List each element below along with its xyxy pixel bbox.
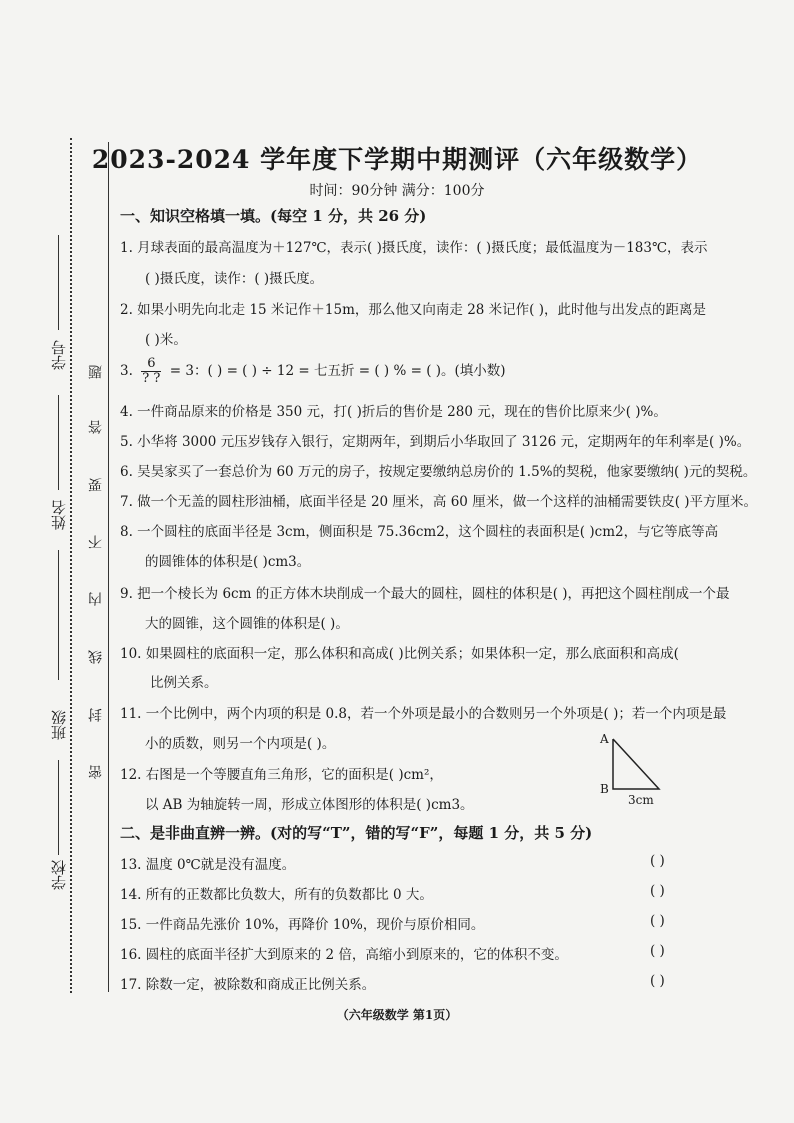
tf-answer-blank: ( ) <box>650 853 665 869</box>
label-xuexiao: 学校 <box>50 860 68 890</box>
label-xuehao: 学号 <box>50 340 68 370</box>
question-6: 6. 吴昊家买了一套总价为 60 万元的房子，按规定要缴纳总房价的 1.5%的契税，他家要缴纳( )元的契税。 <box>120 464 757 480</box>
section-2-heading: 二、是非曲直辨一辨。(对的写“T”，错的写“F”，每题 1 分，共 5 分) <box>120 824 593 842</box>
question-1: 1. 月球表面的最高温度为＋127℃，表示( )摄氏度，读作：( )摄氏度；最低温度为－183℃，表示 <box>120 240 708 256</box>
seal-char: 封 <box>88 708 104 722</box>
tf-question: 16. 圆柱的底面半径扩大到原来的 2 倍，高缩小到原来的，它的体积不变。 <box>120 947 568 963</box>
question-7: 7. 做一个无盖的圆柱形油桶，底面半径是 20 厘米，高 60 厘米，做一个这样的油桶需要铁皮( )平方厘米。 <box>120 494 758 510</box>
tf-answer-blank: ( ) <box>650 913 665 929</box>
banji-underline <box>58 760 59 855</box>
question-10: 10. 如果圆柱的底面积一定，那么体积和高成( )比例关系；如果体积一定，那么底面积和高成( <box>120 646 679 662</box>
question-11-cont: 小的质数，则另一个内项是( )。 <box>145 736 336 752</box>
xingming-underline <box>58 550 59 680</box>
exam-info: 时间：90分钟 满分：100分 <box>309 183 485 199</box>
question-8-cont: 的圆锥体的体积是( )cm3。 <box>145 554 311 570</box>
seal-char: 线 <box>88 650 104 664</box>
question-5: 5. 小华将 3000 元压岁钱存入银行，定期两年，到期后小华取回了 3126 元，定期两年的年利率是( )%。 <box>120 434 751 450</box>
triangle-label-b: B <box>600 782 609 796</box>
tf-question: 17. 除数一定，被除数和商成正比例关系。 <box>120 977 376 993</box>
fraction-denominator: ? ? <box>142 371 161 386</box>
seal-char: 不 <box>88 535 104 549</box>
question-12-cont: 以 AB 为轴旋转一周，形成立体图形的体积是( )cm3。 <box>145 797 474 813</box>
question-1-cont: ( )摄氏度，读作：( )摄氏度。 <box>145 271 324 287</box>
triangle-base-length: 3cm <box>628 793 654 807</box>
label-xingming: 姓名 <box>50 500 68 530</box>
question-12: 12. 右图是一个等腰直角三角形，它的面积是( )cm²， <box>120 767 443 783</box>
tf-answer-blank: ( ) <box>650 883 665 899</box>
question-8: 8. 一个圆柱的底面半径是 3cm，侧面积是 75.36cm2，这个圆柱的表面积是( )cm2，与它等底等高 <box>120 524 719 540</box>
triangle-label-a: A <box>600 732 609 746</box>
question-11: 11. 一个比例中，两个内项的积是 0.8，若一个外项是最小的合数则另一个外项是( )；若一个内项是最 <box>120 706 727 722</box>
question-4: 4. 一件商品原来的价格是 350 元，打( )折后的售价是 280 元，现在的售价比原来少( )%。 <box>120 404 667 420</box>
binding-dotted-line <box>70 138 72 993</box>
seal-char: 密 <box>88 765 104 779</box>
page-title: 2023-2024 学年度下学期中期测评（六年级数学） <box>91 145 703 174</box>
seal-char: 内 <box>88 592 104 606</box>
triangle-figure <box>605 735 665 795</box>
question-2: 2. 如果小明先向北走 15 米记作＋15m，那么他又向南走 28 米记作( )，此时他与出发点的距离是 <box>120 302 706 318</box>
tf-answer-blank: ( ) <box>650 973 665 989</box>
triangle-shape <box>613 739 659 789</box>
fraction-numerator: 6 <box>141 357 161 372</box>
page-footer: （六年级数学 第1页） <box>336 1008 458 1022</box>
tf-question: 14. 所有的正数都比负数大，所有的负数都比 0 大。 <box>120 887 433 903</box>
question-9-cont: 大的圆锥，这个圆锥的体积是( )。 <box>145 616 349 632</box>
fraction <box>141 357 161 386</box>
tf-question: 15. 一件商品先涨价 10%，再降价 10%，现价与原价相同。 <box>120 917 485 933</box>
xingming-underline-top <box>58 395 59 490</box>
seal-char: 要 <box>88 478 104 492</box>
tf-answer-blank: ( ) <box>650 943 665 959</box>
seal-char: 答 <box>88 420 104 434</box>
question-3-rest: = 3：( ) = ( ) ÷ 12 = 七五折 = ( ) % = ( )。(填小数) <box>169 363 506 379</box>
question-3 <box>120 357 506 386</box>
question-3-number: 3. <box>120 363 133 379</box>
xuehao-underline <box>58 235 59 330</box>
seal-char: 题 <box>88 365 104 379</box>
binding-solid-line <box>108 142 109 992</box>
label-banji: 班级 <box>50 710 68 740</box>
question-9: 9. 把一个棱长为 6cm 的正方体木块削成一个最大的圆柱，圆柱的体积是( )，再把这个圆柱削成一个最 <box>120 586 730 602</box>
question-2-cont: ( )米。 <box>145 332 187 348</box>
question-10-cont: 比例关系。 <box>150 675 218 691</box>
tf-question: 13. 温度 0℃就是没有温度。 <box>120 857 296 873</box>
section-1-heading: 一、知识空格填一填。(每空 1 分，共 26 分) <box>120 207 427 225</box>
